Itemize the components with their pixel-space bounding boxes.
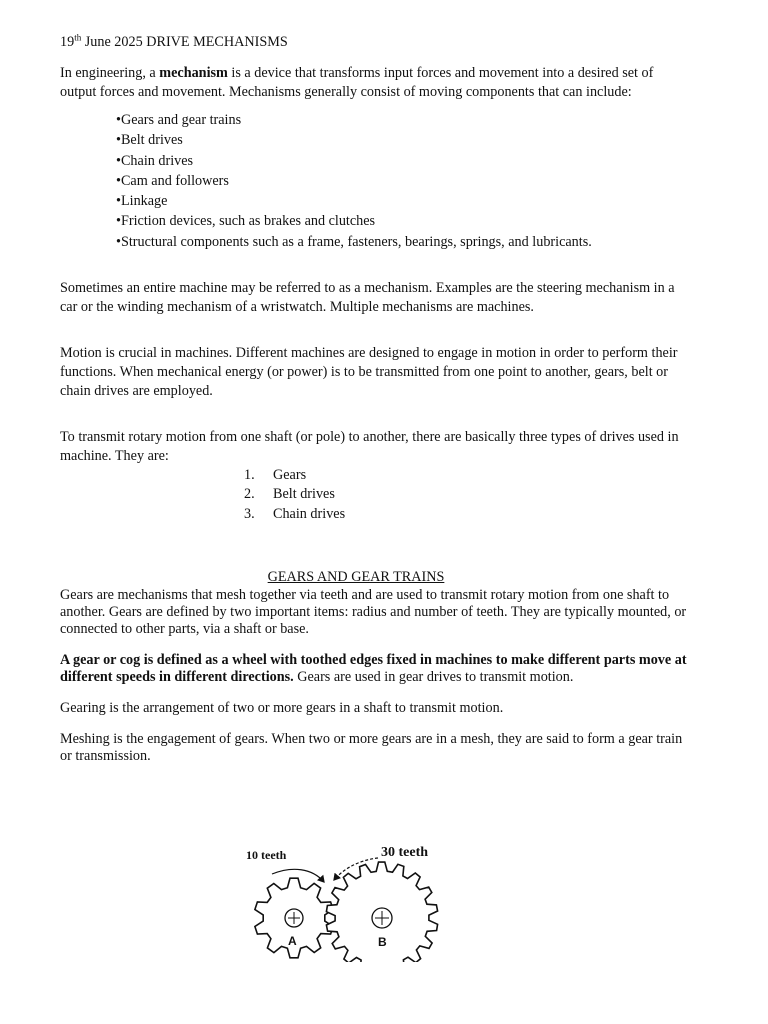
gear-definition-rest: Gears are used in gear drives to transmit motion. (293, 668, 574, 685)
intro-bold-term: mechanism (159, 65, 228, 81)
list-item: • Friction devices, such as brakes and clutches (116, 211, 690, 231)
title-text: DRIVE MECHANISMS (146, 34, 288, 50)
intro-after: is a device that transforms input forces and movement into a desired set of output forces and movement. Mechanisms generally consist of moving components that can include: (60, 65, 654, 100)
document-title (60, 32, 690, 52)
list-item: • Cam and followers (116, 171, 690, 191)
machine-paragraph: Sometimes an entire machine may be referred to as a mechanism. Examples are the steering mechanism in a car or the winding mechanism of a wristwatch. Multiple mechanisms are machines. (60, 280, 675, 316)
gear-b-label: B (378, 935, 387, 949)
gears-paragraph-1: Gears are mechanisms that mesh together via teeth and are used to transmit rotary motion from one shaft to another. Gears are defined by two important items: radius and number of teeth. They are typically mounted, or connected to other parts, via a shaft or base. (60, 586, 687, 637)
list-item (244, 485, 690, 504)
date-suffix: th (74, 32, 82, 43)
date-rest: June 2025 (81, 34, 147, 50)
document-page (60, 32, 690, 765)
intro-before: In engineering, a (60, 65, 160, 81)
gears-paragraph-3: Gearing is the arrangement of two or more gears in a shaft to transmit motion. (60, 699, 504, 716)
section-heading: GEARS AND GEAR TRAINS (267, 568, 445, 585)
list-item: • Belt drives (116, 130, 690, 150)
rotary-paragraph: To transmit rotary motion from one shaft (or pole) to another, there are basically three types of drives used in machine. They are: (60, 429, 679, 465)
gears-paragraph-4: Meshing is the engagement of gears. When two or more gears are in a mesh, they are said to form a gear train or transmission. (60, 730, 683, 764)
list-item (244, 466, 690, 485)
list-label: Gears (273, 467, 307, 484)
list-item (244, 505, 690, 524)
intro-paragraph (60, 64, 690, 102)
list-number: 3. (244, 505, 255, 522)
gear-a-label: A (288, 934, 297, 948)
gear-diagram (244, 838, 450, 962)
gears-section (60, 587, 690, 765)
gear-definition-bold: A gear or cog is defined as a wheel with toothed edges fixed in machines to make different parts move at different speeds in different directions. (60, 651, 687, 685)
list-label: Belt drives (273, 486, 335, 503)
gears-paragraph-2 (60, 652, 690, 686)
list-item: • Gears and gear trains (116, 110, 690, 130)
drive-types-list (244, 466, 690, 524)
list-item: • Linkage (116, 191, 690, 211)
date-day: 19 (60, 34, 75, 50)
list-item: • Chain drives (116, 151, 690, 171)
list-label: Chain drives (273, 505, 346, 522)
list-number: 2. (244, 486, 255, 503)
list-number: 1. (244, 467, 255, 484)
small-gear-teeth-label: 10 teeth (246, 848, 287, 862)
large-gear-teeth-label: 30 teeth (381, 845, 429, 860)
motion-paragraph: Motion is crucial in machines. Different machines are designed to engage in motion in order to perform their functions. When mechanical energy (or power) is to be transmitted from one point to another, gears, belt or chain drives are employed. (60, 345, 678, 400)
list-item: • Structural components such as a frame, fasteners, bearings, springs, and lubricants. (116, 232, 690, 252)
components-list (116, 110, 690, 252)
gear-train-figure (244, 838, 450, 962)
